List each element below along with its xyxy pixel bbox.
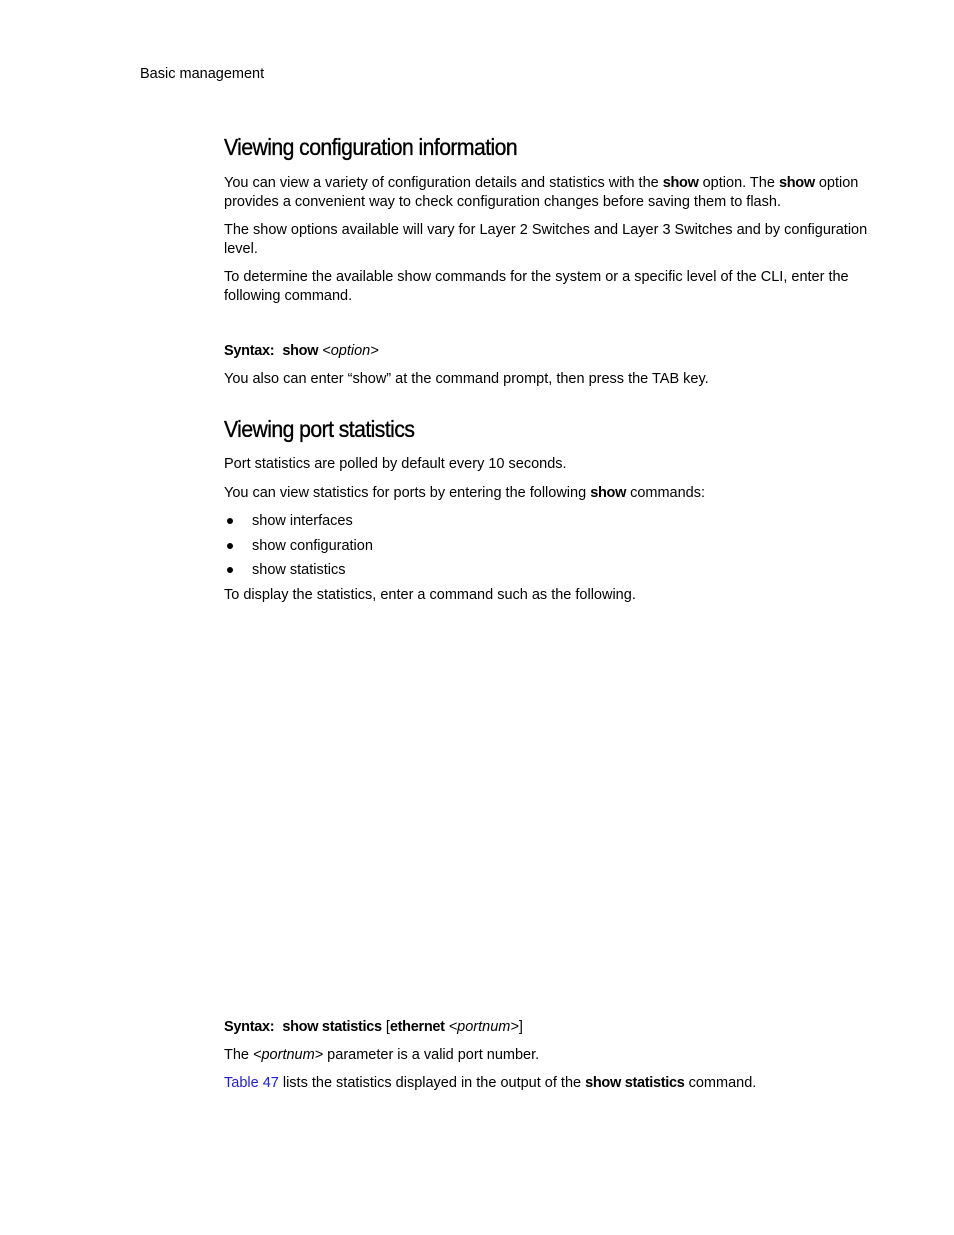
section-heading-configuration: Viewing configuration information <box>224 134 518 160</box>
syntax-show-statistics: Syntax: show statistics [ethernet <portnum>] <box>224 1019 523 1035</box>
paragraph-table-reference: Table 47 lists the statistics displayed in the output of the show statistics command. <box>224 1075 757 1091</box>
command-show-statistics: show statistics <box>585 1075 685 1091</box>
list-item: show statistics <box>224 561 874 586</box>
paragraph-tab-key: You also can enter “show” at the command prompt, then press the TAB key. <box>224 371 709 387</box>
list-item: show configuration <box>224 537 874 562</box>
paragraph-portnum: The <portnum> parameter is a valid port number. <box>224 1047 540 1063</box>
command-show: show <box>590 485 627 501</box>
bullet-icon <box>227 518 233 524</box>
show-commands-list <box>224 512 874 586</box>
paragraph-show-options-vary: The show options available will vary for Layer 2 Switches and Layer 3 Switches and by configuration level. <box>224 222 868 257</box>
bullet-icon <box>227 567 233 573</box>
list-item: show interfaces <box>224 512 874 537</box>
syntax-argument: <option> <box>322 343 379 359</box>
syntax-command: show statistics <box>282 1019 382 1035</box>
paragraph-show-option: You can view a variety of configuration details and statistics with the show option. The show option provides a convenient way to check configuration changes before saving them to flash. <box>224 175 859 210</box>
syntax-argument: <portnum> <box>448 1019 519 1035</box>
syntax-command: show <box>282 343 319 359</box>
syntax-show <box>224 342 874 361</box>
portnum-argument: <portnum> <box>253 1047 324 1063</box>
paragraph-determine-commands: To determine the available show commands for the system or a specific level of the CLI, enter the following command. <box>224 269 849 304</box>
running-header: Basic management <box>140 66 265 82</box>
bullet-icon <box>227 543 233 549</box>
command-show: show <box>662 175 699 191</box>
table-47-link[interactable]: Table 47 <box>224 1075 279 1091</box>
paragraph-view-statistics: You can view statistics for ports by entering the following show commands: <box>224 485 706 501</box>
paragraph-polling: Port statistics are polled by default every 10 seconds. <box>224 456 567 472</box>
syntax-option: ethernet <box>389 1019 445 1035</box>
paragraph-display-statistics: To display the statistics, enter a command such as the following. <box>224 587 636 603</box>
syntax-label: Syntax: <box>224 343 275 359</box>
syntax-label: Syntax: <box>224 1019 275 1035</box>
section-heading-port-statistics: Viewing port statistics <box>224 416 415 442</box>
command-show: show <box>778 175 815 191</box>
